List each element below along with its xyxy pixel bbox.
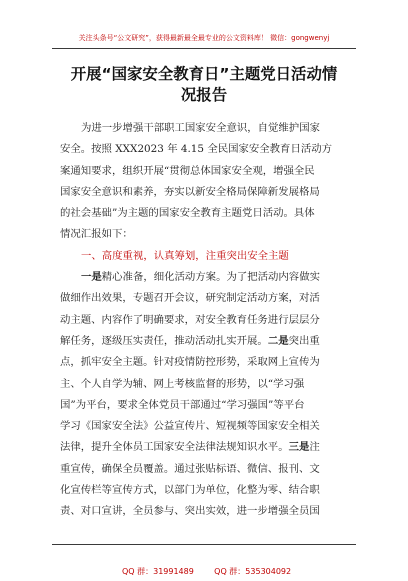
document-title bbox=[52, 64, 356, 106]
point-two-label: 二是 bbox=[267, 334, 289, 347]
title-line-1: 开展“国家安全教育日”主题党日活动情 bbox=[70, 65, 338, 83]
title-line-2: 况报告 bbox=[180, 86, 228, 104]
point-one-label: 一是 bbox=[81, 271, 102, 284]
point-one-text: 精心准备，细化活动方案。为了把活动内容做实 bbox=[101, 271, 320, 284]
paragraph-2-line-4 bbox=[60, 331, 360, 352]
paragraph-2-line-9 bbox=[60, 437, 360, 458]
paragraph-2-line-7: 国”为平台，要求全体党员干部通过“学习强国”等平台 bbox=[60, 398, 305, 411]
document-body bbox=[60, 118, 360, 523]
paragraph-2-line-2: 做细作出效果，专题召开会议，研究制定活动方案，对活 bbox=[60, 292, 320, 305]
point-two-end-text: 法律，提升全体员工国家安全法律法规知识水平。 bbox=[60, 441, 289, 454]
header-promo-text: 关注头条号“公文研究”，获得最新最全最专业的公文资料库！ 微信：gongwenyj bbox=[78, 34, 330, 42]
paragraph-1-line-1: 为进一步增强干部职工国家安全意识，自觉维护国家 bbox=[81, 122, 320, 134]
paragraph-1-line-3: 案通知要求，组织开展“贯彻总体国家安全观，增强全民 bbox=[60, 164, 315, 177]
paragraph-2-line-12: 责、对口宣讲，全员参与、突出实效，进一步增强全员国 bbox=[60, 505, 320, 518]
paragraph-1-line-5: 的社会基础”为主题的国家安全教育主题党日活动。具体 bbox=[60, 207, 315, 220]
paragraph-2-line-1 bbox=[60, 267, 360, 288]
paragraph-1-line-6: 情况汇报如下： bbox=[60, 228, 133, 241]
paragraph-2-line-3: 动主题、内容作了明确要求，对安全教育任务进行层层分 bbox=[60, 313, 320, 326]
page-footer bbox=[52, 544, 356, 581]
paragraph-1-line-4: 国家安全意识和素养，夯实以新安全格局保障新发展格局 bbox=[60, 185, 320, 198]
paragraph-2-line-5: 点，抓牢安全主题。针对疫情防控形势，采取网上宣传为 bbox=[60, 356, 320, 369]
paragraph-2-line-10: 重宣传，确保全员覆盖。通过张贴标语、微信、报刊、文 bbox=[60, 462, 320, 475]
section-heading-1: 一、高度重视，认真筹划，注重突出安全主题 bbox=[81, 249, 289, 262]
paragraph-2-line-8: 学习《国家安全法》公益宣传片、短视频等国家安全相关 bbox=[60, 420, 320, 433]
point-three-start-text: 注 bbox=[309, 441, 320, 454]
point-three-label: 三是 bbox=[288, 441, 310, 454]
paragraph-2-line-6: 主、个人自学为辅、网上考核监督的形势，以“学习强 bbox=[60, 377, 305, 390]
point-two-start-text: 突出重 bbox=[288, 334, 320, 347]
page-header bbox=[52, 32, 356, 49]
paragraph-2-line-11: 化宣传栏等宣传方式，以部门为单位，化整为零、结合职 bbox=[60, 484, 320, 497]
paragraph-1-line-2: 安全。按照 XXX2023 年 4.15 全民国家安全教育日活动方 bbox=[60, 143, 333, 156]
point-one-end-text: 解任务，逐级压实责任，推动活动扎实开展。 bbox=[60, 334, 268, 347]
footer-qq-groups: QQ 群：31991489 QQ 群：535304092 bbox=[121, 567, 292, 576]
